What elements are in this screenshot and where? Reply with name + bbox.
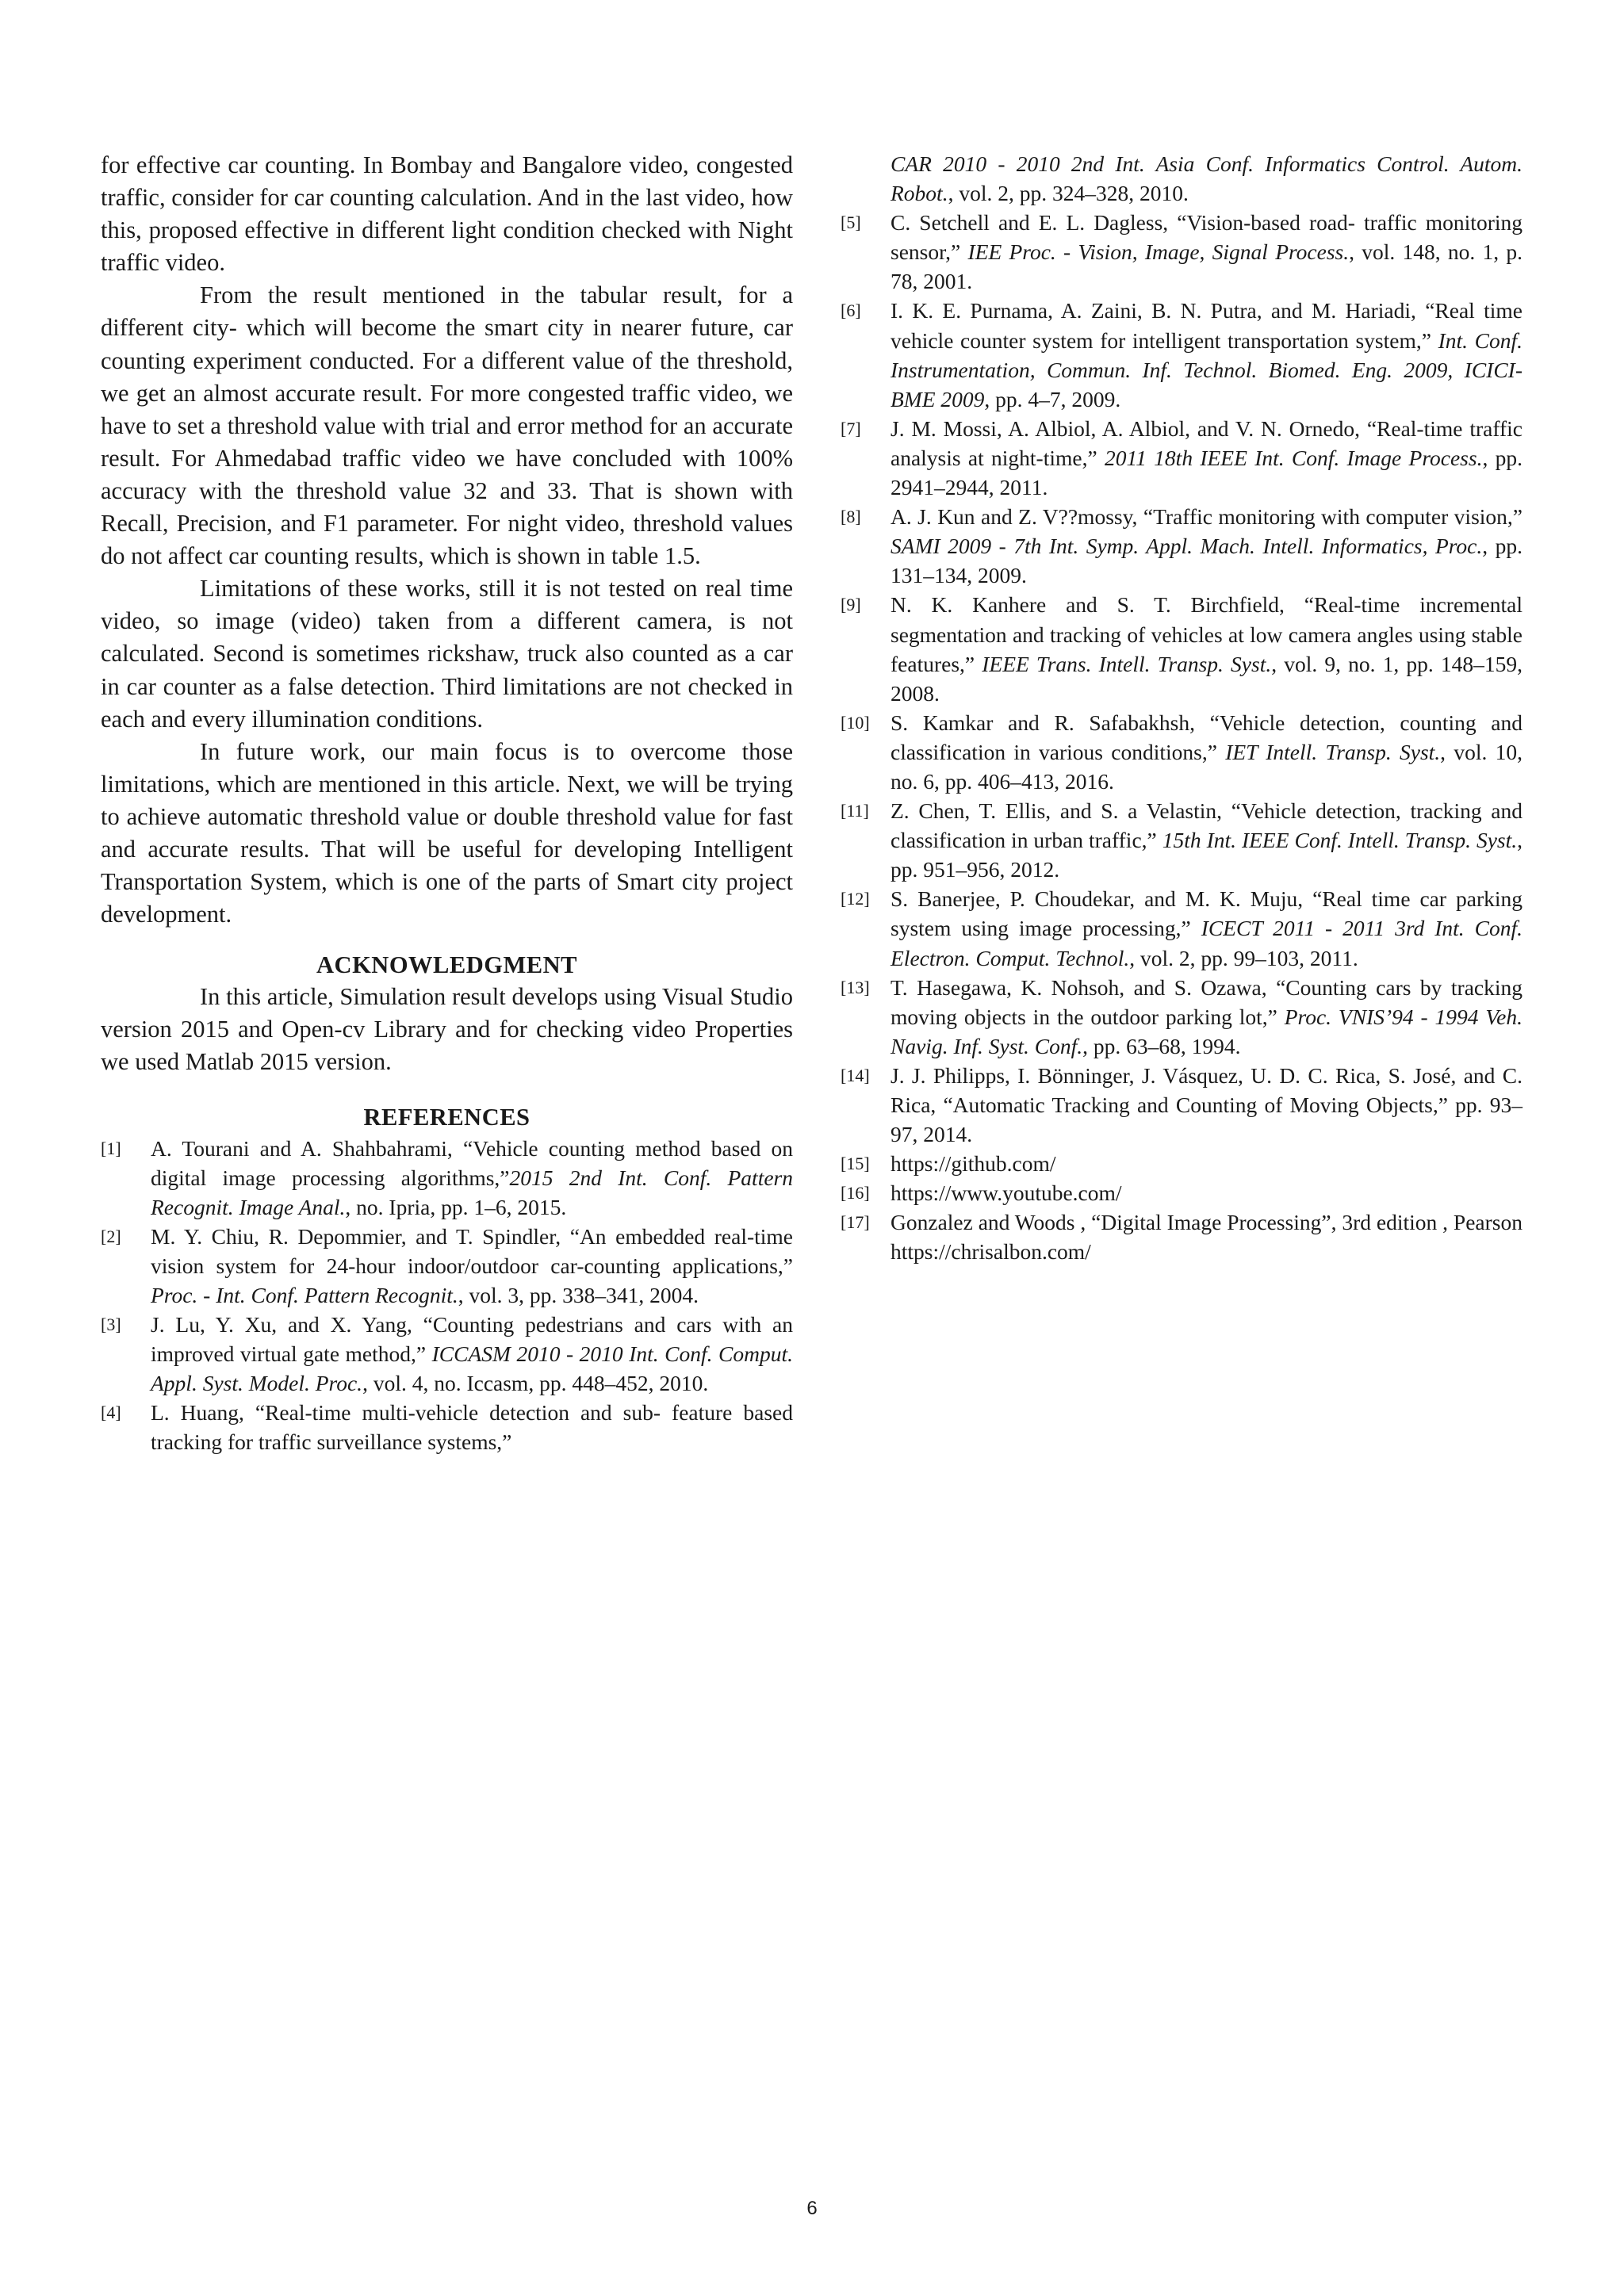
reference-number: [14]	[841, 1065, 870, 1085]
reference-number: [17]	[841, 1212, 870, 1233]
reference-text: L. Huang, “Real-time multi-vehicle detection and sub- feature based tracking for traffic surveillance systems,”	[151, 1400, 793, 1455]
reference-item	[841, 796, 1522, 884]
reference-text: A. J. Kun and Z. V??mossy, “Traffic monitoring with computer vision,” SAMI 2009 - 7th Int. Symp. Appl. Mach. Intell. Informatics, Proc., pp. 131–134, 2009.	[891, 504, 1522, 588]
right-column	[841, 149, 1522, 1267]
reference-text: N. K. Kanhere and S. T. Birchfield, “Real-time incremental segmentation and tracking of vehicles at low camera angles using stable features,” IEEE Trans. Intell. Transp. Syst., vol. 9, no. 1, pp. 148–159, 2008.	[891, 592, 1522, 706]
reference-continuation: CAR 2010 - 2010 2nd Int. Asia Conf. Informatics Control. Autom. Robot., vol. 2, pp. 324–328, 2010.	[891, 151, 1522, 206]
page-number: 6	[806, 2198, 818, 2219]
reference-number: [7]	[841, 418, 861, 438]
reference-item	[101, 1134, 793, 1222]
reference-text: I. K. E. Purnama, A. Zaini, B. N. Putra, and M. Hariadi, “Real time vehicle counter system for intelligent transportation system,” Int. Conf. Instrumentation, Commun. Inf. Technol. Biomed. Eng. 2009, ICICI- BME 2009, pp. 4–7, 2009.	[891, 298, 1522, 411]
reference-text: J. Lu, Y. Xu, and X. Yang, “Counting pedestrians and cars with an improved virtual gate method,” ICCASM 2010 - 2010 Int. Conf. Comput. Appl. Syst. Model. Proc., vol. 4, no. Iccasm, pp. 448–452, 2010.	[151, 1312, 793, 1396]
reference-item	[101, 1222, 793, 1310]
reference-text: A. Tourani and A. Shahbahrami, “Vehicle counting method based on digital image processing algorithms,”2015 2nd Int. Conf. Pattern Recognit. Image Anal., no. Ipria, pp. 1–6, 2015.	[151, 1135, 793, 1219]
reference-number: [8]	[841, 507, 861, 527]
reference-number: [15]	[841, 1154, 870, 1174]
reference-item	[841, 590, 1522, 707]
reference-number: [12]	[841, 889, 870, 909]
reference-number: [2]	[101, 1226, 121, 1246]
reference-item	[101, 1398, 793, 1456]
reference-number: [10]	[841, 712, 870, 733]
reference-item	[841, 414, 1522, 502]
acknowledgment-heading: ACKNOWLEDGMENT	[316, 951, 577, 979]
reference-item	[841, 502, 1522, 590]
reference-link[interactable]: https://www.youtube.com/	[891, 1181, 1122, 1206]
left-column	[101, 149, 793, 1457]
reference-text: S. Kamkar and R. Safabakhsh, “Vehicle detection, counting and classification in various conditions,” IET Intell. Transp. Syst., vol. 10, no. 6, pp. 406–413, 2016.	[891, 710, 1522, 794]
reference-item	[841, 1061, 1522, 1149]
reference-item	[841, 208, 1522, 296]
reference-item	[841, 1149, 1522, 1178]
reference-number: [3]	[101, 1314, 121, 1335]
body-paragraph: for effective car counting. In Bombay and Bangalore video, congested traffic, consider for car counting calculation. And in the last video, how this, proposed effective in different light condition checked with Night traffic video.	[101, 151, 793, 277]
reference-text: T. Hasegawa, K. Nohsoh, and S. Ozawa, “Counting cars by tracking moving objects in the outdoor parking lot,” Proc. VNIS’94 - 1994 Veh. Navig. Inf. Syst. Conf., pp. 63–68, 1994.	[891, 974, 1522, 1058]
reference-list-right	[841, 208, 1522, 1266]
references-heading: REFERENCES	[363, 1103, 530, 1131]
reference-text: M. Y. Chiu, R. Depommier, and T. Spindler, “An embedded real-time vision system for 24-hour indoor/outdoor car-counting applications,” Proc. - Int. Conf. Pattern Recognit., vol. 3, pp. 338–341, 2004.	[151, 1223, 793, 1307]
reference-number: [1]	[101, 1138, 121, 1158]
reference-item	[841, 296, 1522, 413]
acknowledgment-text: In this article, Simulation result develops using Visual Studio version 2015 and Open-cv Library and for checking video Properties we used Matlab 2015 version.	[101, 983, 793, 1076]
reference-item	[841, 973, 1522, 1061]
reference-text: J. J. Philipps, I. Bönninger, J. Vásquez, U. D. C. Rica, S. José, and C. Rica, “Automatic Tracking and Counting of Moving Objects,” pp. 93–97, 2014.	[891, 1062, 1522, 1147]
reference-text: J. M. Mossi, A. Albiol, A. Albiol, and V. N. Ornedo, “Real-time traffic analysis at night-time,” 2011 18th IEEE Int. Conf. Image Process., pp. 2941–2944, 2011.	[891, 415, 1523, 500]
reference-text: Gonzalez and Woods , “Digital Image Processing”, 3rd edition , Pearson https://chrisalbon.com/	[891, 1210, 1522, 1265]
reference-item	[841, 708, 1522, 796]
reference-item	[101, 1310, 793, 1398]
reference-item	[841, 1207, 1522, 1266]
body-paragraph: In future work, our main focus is to overcome those limitations, which are mentioned in this article. Next, we will be trying to achieve automatic threshold value or double threshold value for fast and accurate results. That will be useful for developing Intelligent Transportation System, which is one of the parts of Smart city project development.	[101, 737, 793, 928]
reference-number: [11]	[841, 801, 869, 821]
reference-number: [4]	[101, 1402, 121, 1423]
reference-item	[841, 884, 1522, 972]
reference-number: [5]	[841, 212, 861, 233]
reference-link[interactable]: https://github.com/	[891, 1151, 1056, 1177]
reference-number: [6]	[841, 300, 861, 321]
body-paragraph: Limitations of these works, still it is not tested on real time video, so image (video) taken from a different camera, is not calculated. Second is sometimes rickshaw, truck also counted as a car in car counter as a false detection. Third limitations are not checked in each and every illumination conditions.	[101, 575, 793, 733]
reference-text: C. Setchell and E. L. Dagless, “Vision-based road- traffic monitoring sensor,” IEE Proc. - Vision, Image, Signal Process., vol. 148, no. 1, p. 78, 2001.	[891, 210, 1523, 294]
body-paragraph: From the result mentioned in the tabular result, for a different city- which will become the smart city in nearer future, car counting experiment conducted. For a different value of the threshold, we get an almost accurate result. For more congested traffic video, we have to set a threshold value with trial and error method for an accurate result. For Ahmedabad traffic video we have concluded with 100% accuracy with the threshold value 32 and 33. That is shown with Recall, Precision, and F1 parameter. For night video, threshold values do not affect car counting results, which is shown in table 1.5.	[101, 281, 793, 570]
reference-list-left	[101, 1134, 793, 1457]
reference-number: [16]	[841, 1183, 870, 1203]
reference-number: [13]	[841, 977, 870, 997]
reference-text: Z. Chen, T. Ellis, and S. a Velastin, “Vehicle detection, tracking and classification in urban traffic,” 15th Int. IEEE Conf. Intell. Transp. Syst., pp. 951–956, 2012.	[891, 798, 1522, 882]
reference-number: [9]	[841, 595, 861, 615]
reference-text: S. Banerjee, P. Choudekar, and M. K. Muju, “Real time car parking system using image processing,” ICECT 2011 - 2011 3rd Int. Conf. Electron. Comput. Technol., vol. 2, pp. 99–103, 2011.	[891, 886, 1522, 970]
reference-item	[841, 1178, 1522, 1207]
